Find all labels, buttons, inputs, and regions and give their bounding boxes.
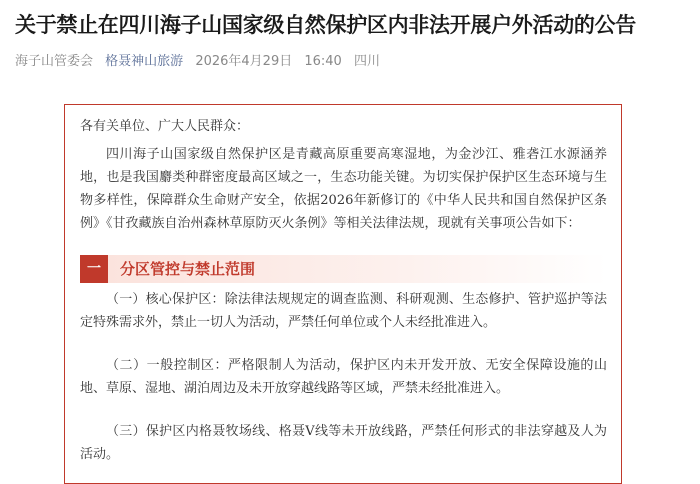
list-item-core-zone: （一）核心保护区：除法律法规规定的调查监测、科研观测、生态修护、管护巡护等法定特殊需求外，禁止一切人为活动，严禁任何单位或个人未经批准进入。 (80, 292, 607, 330)
section-number-badge: 一 (80, 255, 108, 283)
intro-paragraph: 四川海子山国家级自然保护区是青藏高原重要高寒湿地，为金沙江、雅砻江水源涵养地，也是我国麝类种群密度最高区域之一，生态功能关键。为切实保护保护区生态环境与生物多样性，保障群众生命财产安全，依据2026年新修订的《中华人民共和国自然保护区条例》《甘孜藏族自治州森林草原防灭火条例》等相关法律法规，现就有关事项公告如下： (80, 147, 607, 231)
publish-location: 四川 (353, 54, 380, 69)
notice-box (64, 104, 622, 484)
article-meta (15, 52, 388, 72)
greeting: 各有关单位、广大人民群众： (80, 119, 250, 134)
list-item-control-zone: （二）一般控制区：严格限制人为活动，保护区内未开发开放、无安全保障设施的山地、草原、湿地、湖泊周边及未开放穿越线路等区域，严禁未经批准进入。 (80, 358, 607, 396)
article-title: 关于禁止在四川海子山国家级自然保护区内非法开展户外活动的公告 (15, 13, 636, 37)
section-header (80, 255, 607, 283)
publish-date: 2026年4月29日 (195, 54, 293, 69)
source-account[interactable]: 海子山管委会 (15, 54, 94, 69)
section-title: 分区管控与禁止范围 (108, 255, 607, 283)
author-link[interactable]: 格聂神山旅游 (105, 54, 184, 69)
list-item-unopened-routes: （三）保护区内格聂牧场线、格聂V线等未开放线路，严禁任何形式的非法穿越及人为活动。 (80, 424, 607, 462)
publish-time: 16:40 (304, 54, 342, 69)
